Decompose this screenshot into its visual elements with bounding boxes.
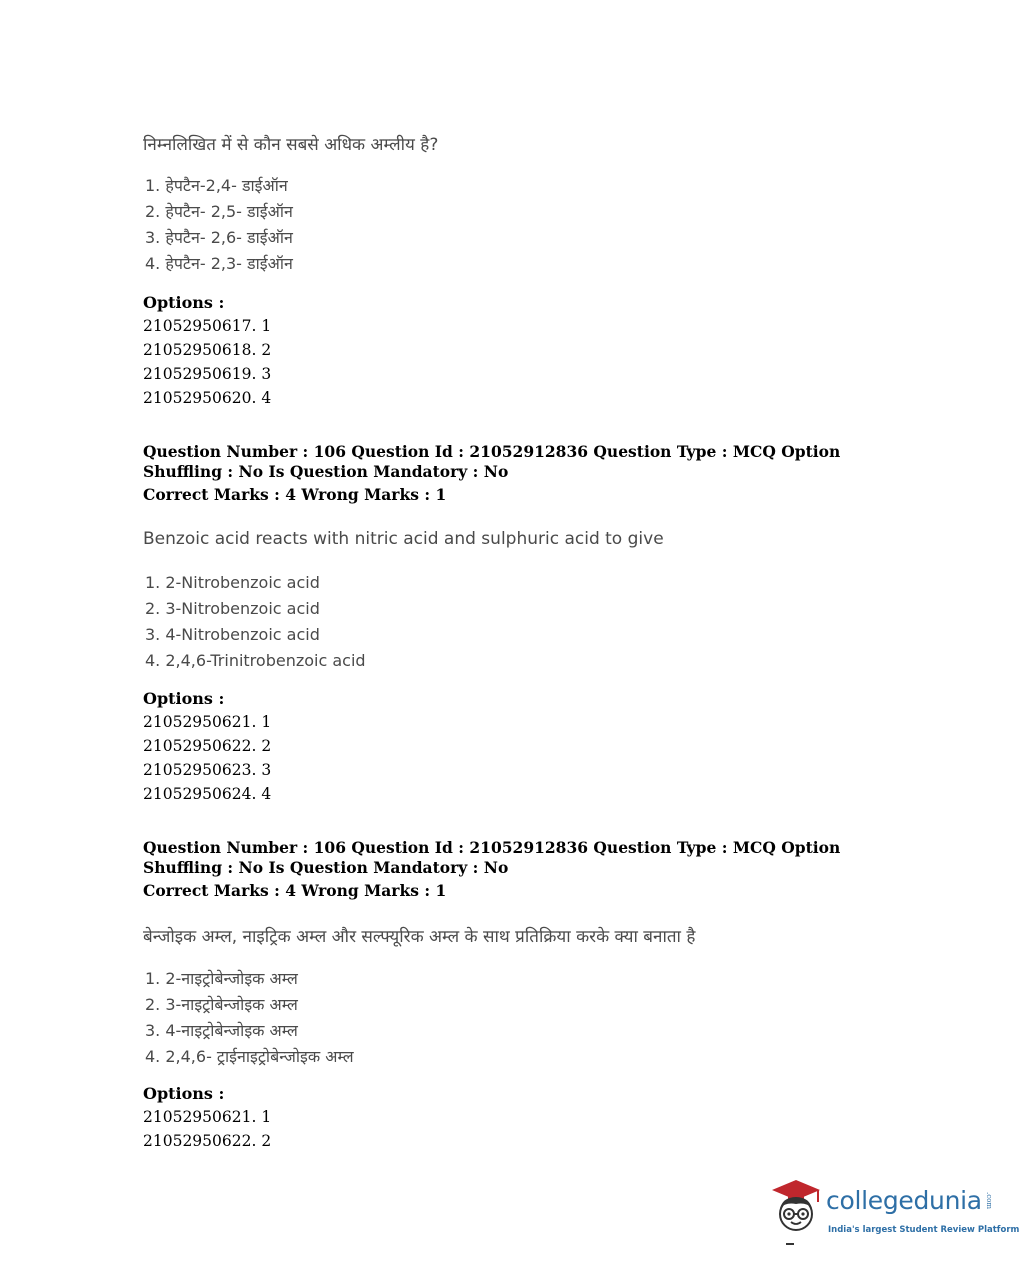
option-id-list [143, 314, 271, 410]
option-id: 21052950622. 2 [143, 1132, 272, 1150]
question-2-choices [145, 570, 366, 674]
choice-item: 4. 2,4,6- ट्राईनाइट्रोबेन्जोइक अम्ल [145, 1047, 354, 1066]
choice-item: 1. 2-नाइट्रोबेन्जोइक अम्ल [145, 969, 298, 988]
choice-item: 1. हेपटैन-2,4- डाईऑन [145, 176, 288, 195]
question-2-meta [143, 442, 883, 505]
mascot-graduate-icon [766, 1176, 824, 1248]
choice-item: 4. हेपटैन- 2,3- डाईऑन [145, 254, 293, 273]
option-id: 21052950623. 3 [143, 761, 272, 779]
options-label: Options : [143, 1084, 225, 1103]
logo-tagline: India's largest Student Review Platform [828, 1225, 1020, 1235]
option-id: 21052950618. 2 [143, 341, 272, 359]
option-id: 21052950621. 1 [143, 713, 272, 731]
choice-item: 3. हेपटैन- 2,6- डाईऑन [145, 228, 293, 247]
question-3-choices [145, 966, 354, 1070]
question-1-choices [145, 173, 293, 277]
choice-item: 2. 3-नाइट्रोबेन्जोइक अम्ल [145, 995, 298, 1014]
marks-line: Correct Marks : 4 Wrong Marks : 1 [143, 881, 447, 900]
collegedunia-logo[interactable] [766, 1176, 1020, 1248]
choice-item: 3. 4-नाइट्रोबेन्जोइक अम्ल [145, 1021, 298, 1040]
question-2-text: Benzoic acid reacts with nitric acid and sulphuric acid to give [143, 529, 664, 549]
option-id-list [143, 1105, 271, 1153]
marks-line: Correct Marks : 4 Wrong Marks : 1 [143, 485, 447, 504]
question-3-text: बेन्जोइक अम्ल, नाइट्रिक अम्ल और सल्फ्यूरिक अम्ल के साथ प्रतिक्रिया करके क्या बनाता है [143, 927, 696, 947]
choice-item: 4. 2,4,6-Trinitrobenzoic acid [145, 651, 366, 670]
question-3-meta [143, 838, 883, 901]
choice-item: 2. हेपटैन- 2,5- डाईऑन [145, 202, 293, 221]
option-id: 21052950624. 4 [143, 785, 272, 803]
choice-item: 3. 4-Nitrobenzoic acid [145, 625, 320, 644]
logo-suffix: .com [985, 1192, 993, 1209]
option-id: 21052950619. 3 [143, 365, 272, 383]
question-meta-line: Question Number : 106 Question Id : 21052912836 Question Type : MCQ Option Shuffling : No Is Question Mandatory : No [143, 838, 841, 877]
options-label: Options : [143, 293, 225, 312]
choice-item: 2. 3-Nitrobenzoic acid [145, 599, 320, 618]
option-id: 21052950617. 1 [143, 317, 272, 335]
option-id: 21052950622. 2 [143, 737, 272, 755]
question-1-text: निम्नलिखित में से कौन सबसे अधिक अम्लीय है? [143, 135, 439, 155]
option-id: 21052950620. 4 [143, 389, 272, 407]
option-id-list [143, 710, 271, 806]
logo-wordmark: collegedunia [826, 1186, 982, 1215]
option-id: 21052950621. 1 [143, 1108, 272, 1126]
question-meta-line: Question Number : 106 Question Id : 21052912836 Question Type : MCQ Option Shuffling : No Is Question Mandatory : No [143, 442, 841, 481]
options-label: Options : [143, 689, 225, 708]
choice-item: 1. 2-Nitrobenzoic acid [145, 573, 320, 592]
